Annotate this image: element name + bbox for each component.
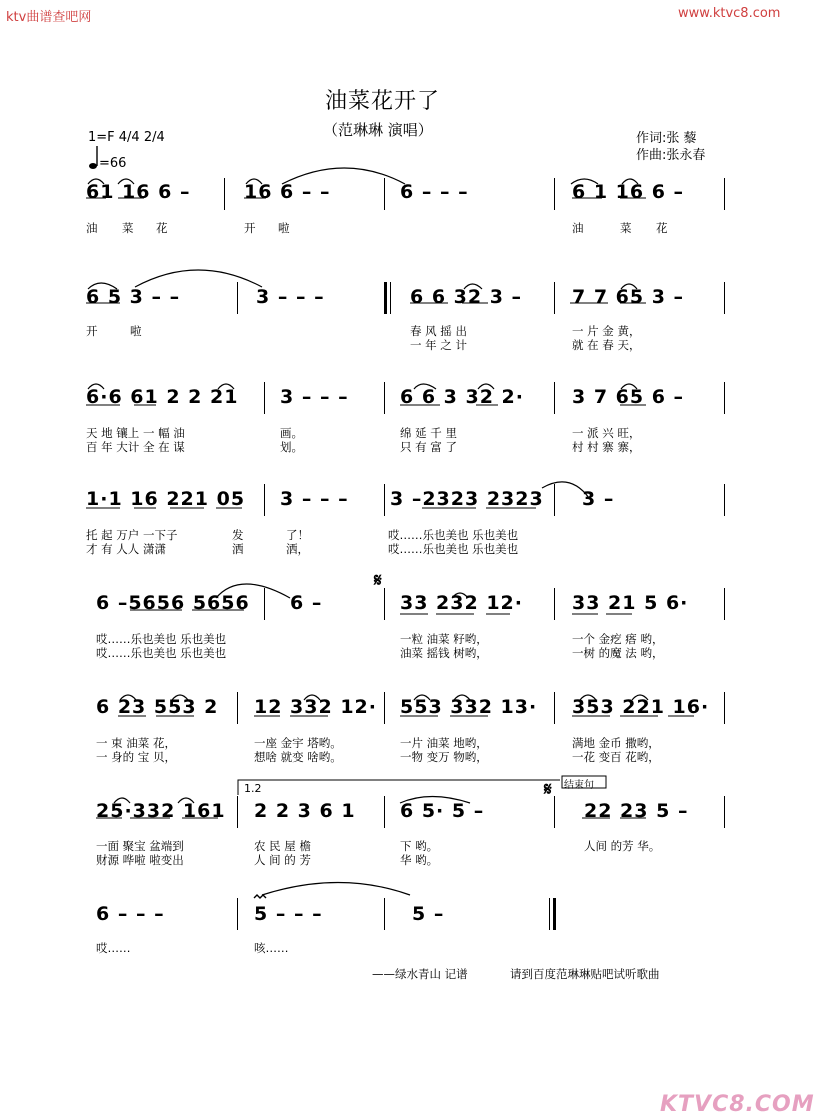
lyric-syllable: 菜	[122, 221, 134, 235]
barline	[390, 282, 391, 314]
measure-notes: 2 2 3 6 1	[254, 800, 356, 822]
measure-notes: 3 –2323 2323	[390, 488, 544, 510]
lyric-line: 百 年 大计 全 在 谋	[86, 440, 185, 454]
lyric-line: 油菜 摇钱 树哟，	[400, 646, 488, 660]
lyric-line: 一面 聚宝 盆端到	[96, 839, 184, 853]
lyric-line: 一 束 油菜 花，	[96, 736, 176, 750]
lyric-line: 一 年 之 计	[410, 338, 467, 352]
lyric-syllable: 啦	[130, 324, 142, 338]
transcriber-credit: ——绿水青山 记谱	[372, 967, 468, 981]
measure-notes: 61 16 6 –	[86, 181, 191, 203]
song-title: 油菜花开了	[325, 89, 441, 114]
barline	[554, 484, 555, 516]
measure-notes: 1·1 16 221 05	[86, 488, 246, 510]
barline	[724, 796, 725, 828]
barline	[237, 796, 238, 828]
measure-notes: 3 – – –	[280, 488, 349, 510]
measure-notes: 3 – – –	[280, 386, 349, 408]
lyric-line: 一 片 金 黄，	[572, 324, 641, 338]
listen-note: 请到百度范琳琳贴吧试听歌曲	[510, 967, 660, 981]
barline	[724, 382, 725, 414]
lyric-line: 一 身的 宝 贝，	[96, 750, 176, 764]
measure-notes: 6 – – –	[400, 181, 469, 203]
lyric-line: 一个 金疙 瘩 哟，	[572, 632, 664, 646]
site-watermark-right: www.ktvc8.com	[678, 6, 781, 21]
barline	[384, 796, 385, 828]
barline	[384, 898, 385, 930]
lyricist-credit: 作词:张 藜	[636, 131, 697, 146]
measure-notes: 3 – – –	[256, 286, 325, 308]
composer-credit: 作曲:张永春	[636, 148, 706, 163]
measure-notes: 6 5· 5 –	[400, 800, 485, 822]
lyric-line: 一树 的魔 法 哟，	[572, 646, 664, 660]
barline	[724, 692, 725, 724]
quarter-note-icon	[89, 146, 97, 169]
measure-notes: 5 –	[412, 903, 445, 925]
measure-notes: 353 221 16·	[572, 696, 710, 718]
barline	[554, 282, 555, 314]
barline	[384, 484, 385, 516]
barline	[554, 178, 555, 210]
repeat-start-barline	[384, 282, 387, 314]
lyric-line: 一片 油菜 地哟，	[400, 736, 488, 750]
barline	[224, 178, 225, 210]
measure-notes: 16 6 – –	[244, 181, 331, 203]
svg-text:𝄋: 𝄋	[544, 779, 552, 800]
lyric-line: 华 哟。	[400, 853, 439, 867]
measure-notes: 6·6 61 2 2 21	[86, 386, 239, 408]
lyric-line: 一物 变万 物哟，	[400, 750, 488, 764]
site-logo-watermark: KTVC8.COM	[660, 1092, 815, 1117]
barline	[724, 484, 725, 516]
measure-notes: 6 –5656 5656	[96, 592, 250, 614]
barline	[384, 178, 385, 210]
measure-notes: 25·332 161	[96, 800, 226, 822]
barline	[264, 484, 265, 516]
lyric-syllable: 了！	[286, 528, 309, 542]
lyric-line: 就 在 春 天，	[572, 338, 641, 352]
measure-notes: 7 7 65 3 –	[572, 286, 685, 308]
lyric-line: 春 风 摇 出	[410, 324, 467, 338]
measure-notes: 33 232 12·	[400, 592, 523, 614]
lyric-line: 才 有 人人 潇潇	[86, 542, 166, 556]
barline	[384, 382, 385, 414]
measure-notes: 553 332 13·	[400, 696, 538, 718]
mordent-icon	[254, 895, 266, 898]
key-signature: 1=F 4/4 2/4	[88, 130, 165, 145]
lyric-line: 只 有 富 了	[400, 440, 457, 454]
measure-notes: 22 23 5 –	[584, 800, 689, 822]
svg-text:𝄋: 𝄋	[374, 570, 382, 591]
final-barline-thin	[549, 898, 550, 930]
tempo-marking: =66	[99, 156, 127, 171]
volta-label: 1.2	[244, 782, 262, 795]
lyric-line: 一座 金宇 塔哟。	[254, 736, 342, 750]
lyric-line: 想啥 就变 啥哟。	[254, 750, 342, 764]
barline	[384, 692, 385, 724]
lyric-line: 哎……乐也美也 乐也美也	[388, 528, 519, 542]
lyric-syllable: 油	[86, 221, 98, 235]
measure-notes: 5 – – –	[254, 903, 323, 925]
lyric-syllable: 花	[156, 221, 168, 235]
lyric-line: 满地 金币 撒哟，	[572, 736, 660, 750]
lyric-line: 下 哟。	[400, 839, 439, 853]
ending-label: 结束句	[564, 780, 594, 791]
lyric-syllable: 花	[656, 221, 668, 235]
barline	[264, 588, 265, 620]
measure-notes: 6 6 3 32 2·	[400, 386, 524, 408]
lyric-line: 哎……乐也美也 乐也美也	[388, 542, 519, 556]
lyric-line: 绵 延 千 里	[400, 426, 457, 440]
lyric-line: 托 起 万户 一下子	[86, 528, 178, 542]
barline	[554, 588, 555, 620]
song-subtitle: （范琳琳 演唱）	[323, 121, 433, 139]
measure-notes: 6 –	[290, 592, 323, 614]
measure-notes: 6 – – –	[96, 903, 165, 925]
final-barline-thick	[553, 898, 556, 930]
barline	[237, 898, 238, 930]
lyric-syllable: 发	[232, 528, 244, 542]
lyric-syllable: 开	[86, 324, 98, 338]
measure-notes: 3 7 65 6 –	[572, 386, 685, 408]
lyric-line: 哎……	[96, 941, 131, 955]
barline	[724, 282, 725, 314]
barline	[554, 796, 555, 828]
lyric-line: 咳……	[254, 941, 289, 955]
barline	[724, 588, 725, 620]
measure-notes: 12 332 12·	[254, 696, 377, 718]
lyric-line: 画。	[280, 426, 303, 440]
lyric-line: 一 派 兴 旺，	[572, 426, 641, 440]
lyric-line: 村 村 寨 寨，	[572, 440, 641, 454]
lyric-line: 哎……乐也美也 乐也美也	[96, 646, 227, 660]
lyric-syllable: 洒	[232, 542, 244, 556]
lyric-line: 农 民 屋 檐	[254, 839, 311, 853]
barline	[384, 588, 385, 620]
lyric-syllable: 洒，	[286, 542, 309, 556]
lyric-line: 一粒 油菜 籽哟，	[400, 632, 488, 646]
barline	[237, 282, 238, 314]
lyric-line: 人 间 的 芳	[254, 853, 311, 867]
barline	[724, 178, 725, 210]
lyric-syllable: 菜	[620, 221, 632, 235]
lyric-line: 一花 变百 花哟，	[572, 750, 660, 764]
measure-notes: 6 23 553 2	[96, 696, 219, 718]
lyric-syllable: 开	[244, 221, 256, 235]
barline	[237, 692, 238, 724]
volta-bracket	[238, 780, 560, 795]
measure-notes: 6 6 32 3 –	[410, 286, 523, 308]
measure-notes: 6 1 16 6 –	[572, 181, 685, 203]
lyric-line: 财源 哗啦 啦变出	[96, 853, 184, 867]
site-watermark-left: ktv曲谱查吧网	[6, 10, 92, 25]
lyric-line: 划。	[280, 440, 303, 454]
measure-notes: 33 21 5 6·	[572, 592, 689, 614]
barline	[264, 382, 265, 414]
measure-notes: 3 –	[582, 488, 615, 510]
lyric-line: 天 地 镶上 一 幅 油	[86, 426, 185, 440]
measure-notes: 6 5 3 – –	[86, 286, 181, 308]
lyric-syllable: 油	[572, 221, 584, 235]
lyric-line: 哎……乐也美也 乐也美也	[96, 632, 227, 646]
barline	[554, 692, 555, 724]
lyric-line: 人间 的芳 华。	[584, 839, 661, 853]
barline	[554, 382, 555, 414]
lyric-syllable: 啦	[278, 221, 290, 235]
